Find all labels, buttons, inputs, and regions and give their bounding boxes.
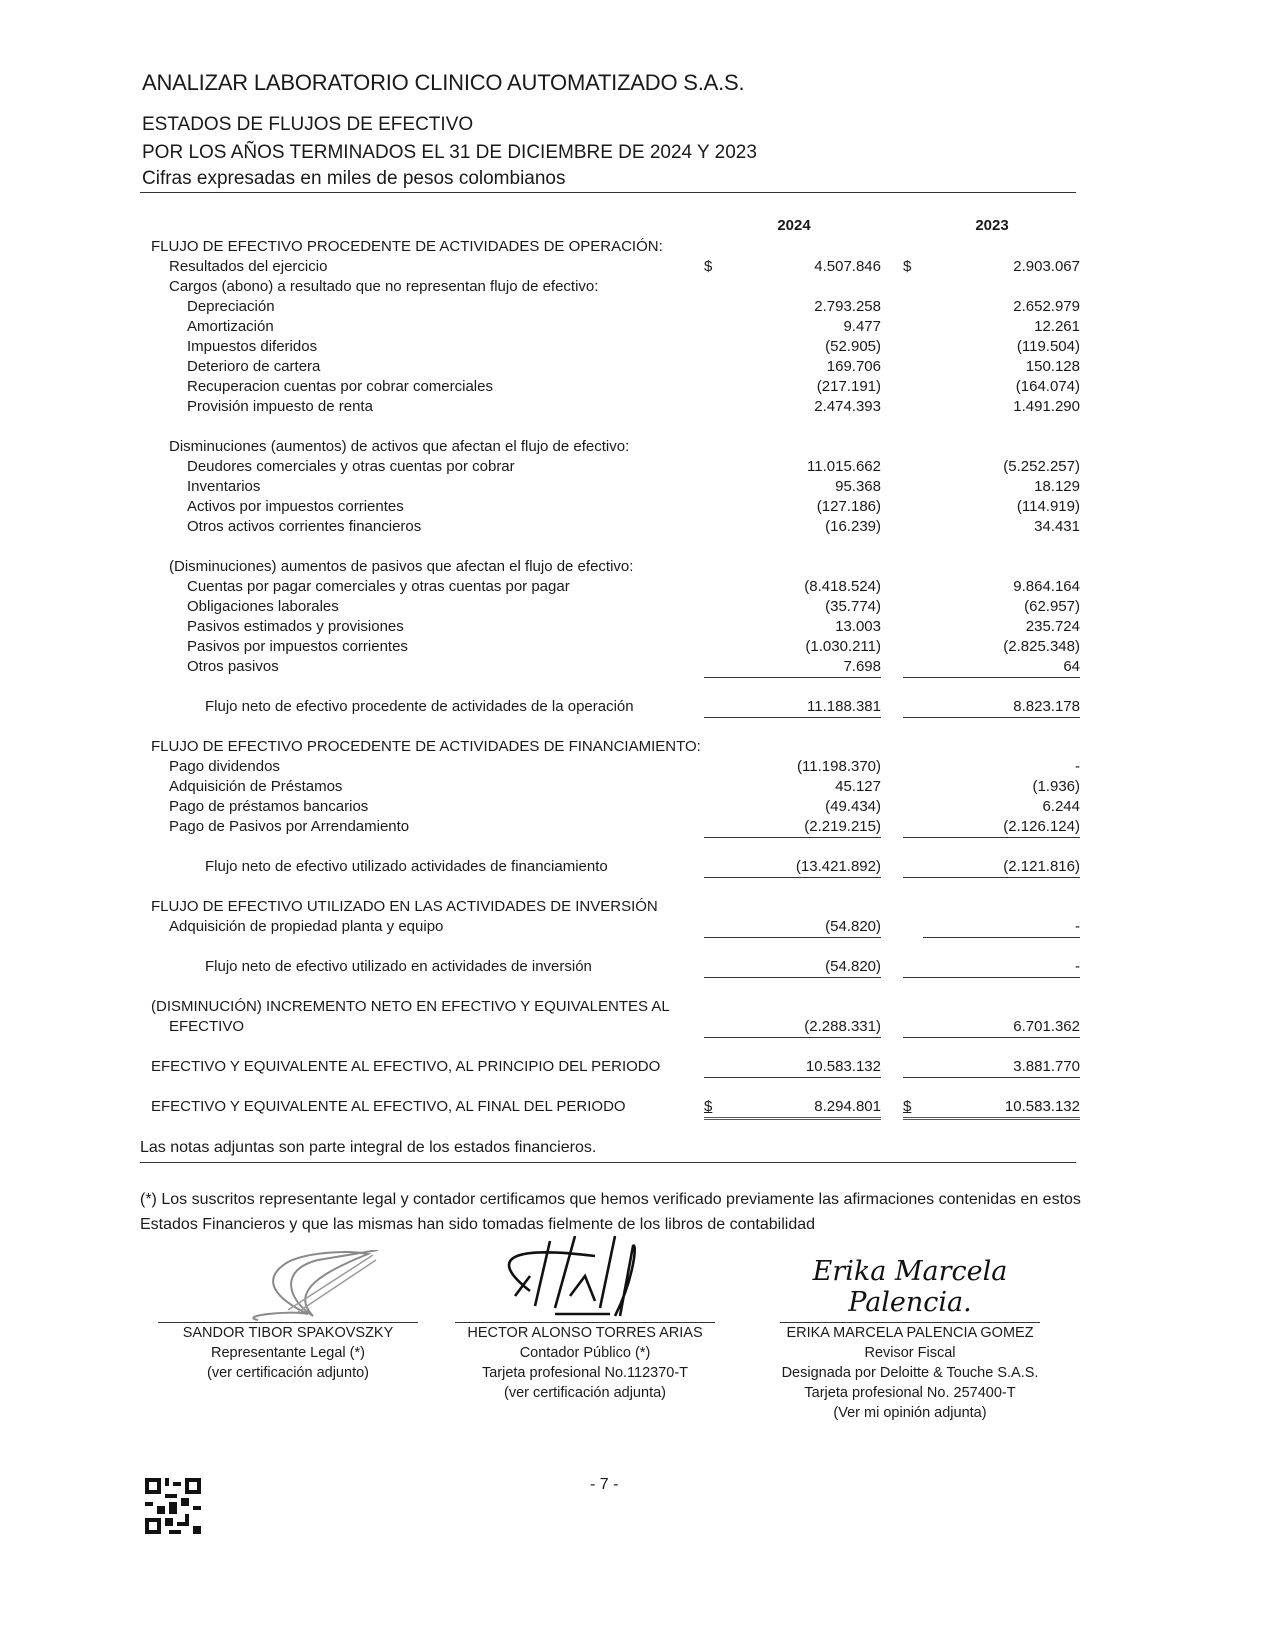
table-row: Depreciación 2.793.258 2.652.979: [187, 298, 1080, 315]
signatory-role: Contador Público (*): [519, 1345, 651, 1361]
table-row: Otros pasivos 7.698 64: [0, 657, 1275, 677]
signature-block-legal-rep: SANDOR TIBOR SPAKOVSZKY Representante Legal (*) (ver certificación adjunto): [138, 1250, 438, 1383]
subheading: Cargos (abono) a resultado que no representan flujo de efectivo:: [169, 278, 599, 295]
statement-units: Cifras expresadas en miles de pesos colombianos: [142, 168, 566, 189]
section-heading-investing: FLUJO DE EFECTIVO UTILIZADO EN LAS ACTIVIDADES DE INVERSIÓN: [151, 898, 658, 915]
subtotal-row-operating: Flujo neto de efectivo procedente de actividades de la operación 11.188.381 8.823.178: [0, 697, 1275, 717]
section-heading-financing: FLUJO DE EFECTIVO PROCEDENTE DE ACTIVIDADES DE FINANCIAMIENTO:: [151, 738, 701, 755]
currency-symbol: $: [704, 258, 713, 275]
table-row: Impuestos diferidos (52.905) (119.504): [187, 338, 1080, 355]
table-row: Inventarios 95.368 18.129: [187, 478, 1080, 495]
section-heading-operating: FLUJO DE EFECTIVO PROCEDENTE DE ACTIVIDADES DE OPERACIÓN:: [151, 238, 663, 255]
subtotal-row-financing: Flujo neto de efectivo utilizado actividades de financiamiento (13.421.892) (2.121.816): [0, 857, 1275, 877]
company-name: ANALIZAR LABORATORIO CLINICO AUTOMATIZADO S.A.S.: [142, 70, 745, 95]
signatory-role: Representante Legal (*): [211, 1345, 365, 1361]
opening-cash-row: EFECTIVO Y EQUIVALENTE AL EFECTIVO, AL PRINCIPIO DEL PERIODO 10.583.132 3.881.770: [0, 1057, 1275, 1077]
table-row: Pago de Pasivos por Arrendamiento (2.219.215) (2.126.124): [0, 817, 1275, 837]
certification-text: (*) Los suscritos representante legal y contador certificamos que hemos verificado previamente las afirmaciones contenidas en estos Estados Financieros y que las mismas han sido tomadas fielmente de los libros de contabilidad: [140, 1191, 1081, 1233]
table-row: Pago dividendos (11.198.370) -: [169, 758, 1080, 775]
table-row: Cuentas por pagar comerciales y otras cuentas por pagar (8.418.524) 9.864.164: [187, 578, 1080, 595]
subtotal-row-investing: Flujo neto de efectivo utilizado en actividades de inversión (54.820) -: [0, 957, 1275, 977]
table-row: Otros activos corrientes financieros (16.239) 34.431: [187, 518, 1080, 535]
table-row: Resultados del ejercicio $ 4.507.846 $ 2.903.067: [169, 258, 1080, 275]
column-header-2023: 2023: [975, 217, 1009, 234]
header-divider: [140, 192, 1076, 193]
subheading: Disminuciones (aumentos) de activos que afectan el flujo de efectivo:: [169, 438, 630, 455]
table-row: Deudores comerciales y otras cuentas por cobrar 11.015.662 (5.252.257): [187, 458, 1080, 475]
table-row: Adquisición de propiedad planta y equipo (54.820) -: [0, 917, 1275, 937]
signature-image: [435, 1250, 735, 1322]
signature-block-accountant: HECTOR ALONSO TORRES ARIAS Contador Público (*) Tarjeta profesional No.112370-T (ver certificación adjunta): [435, 1250, 735, 1403]
statement-period: POR LOS AÑOS TERMINADOS EL 31 DE DICIEMBRE DE 2024 Y 2023: [142, 142, 757, 163]
qr-code-icon: [145, 1478, 201, 1534]
net-change-row: EFECTIVO (2.288.331) 6.701.362: [0, 1017, 1275, 1037]
table-row: Deterioro de cartera 169.706 150.128: [187, 358, 1080, 375]
closing-cash-row: EFECTIVO Y EQUIVALENTE AL EFECTIVO, AL FINAL DEL PERIODO $ 8.294.801 $ 10.583.132: [0, 1097, 1275, 1117]
table-row: Recuperacion cuentas por cobrar comerciales (217.191) (164.074): [187, 378, 1080, 395]
table-row: Pago de préstamos bancarios (49.434) 6.244: [169, 798, 1080, 815]
signature-image: Erika Marcela Palencia.: [812, 1256, 1008, 1318]
signature-block-auditor: Erika Marcela Palencia. ERIKA MARCELA PALENCIA GOMEZ Revisor Fiscal Designada por Deloitte & Touche S.A.S. Tarjeta profesional No. 257400-T (Ver mi opinión adjunta): [760, 1250, 1060, 1423]
signatory-role: Revisor Fiscal: [864, 1345, 956, 1361]
currency-symbol: $: [903, 258, 912, 275]
table-row: Provisión impuesto de renta 2.474.393 1.491.290: [187, 398, 1080, 415]
footer-divider: [140, 1162, 1076, 1163]
currency-symbol: $: [903, 1098, 912, 1115]
statement-title: ESTADOS DE FLUJOS DE EFECTIVO: [142, 114, 474, 135]
net-change-heading: (DISMINUCIÓN) INCREMENTO NETO EN EFECTIVO Y EQUIVALENTES AL: [151, 998, 670, 1015]
page-number: - 7 -: [590, 1476, 619, 1493]
table-row: Pasivos por impuestos corrientes (1.030.211) (2.825.348): [187, 638, 1080, 655]
currency-symbol: $: [704, 1098, 713, 1115]
signature-image: [138, 1250, 438, 1322]
table-row: Activos por impuestos corrientes (127.186) (114.919): [187, 498, 1080, 515]
table-row: Obligaciones laborales (35.774) (62.957): [187, 598, 1080, 615]
table-row: Pasivos estimados y provisiones 13.003 235.724: [187, 618, 1080, 635]
column-header-2024: 2024: [777, 217, 811, 234]
subheading: (Disminuciones) aumentos de pasivos que afectan el flujo de efectivo:: [169, 558, 634, 575]
table-row: Amortización 9.477 12.261: [187, 318, 1080, 335]
table-row: Adquisición de Préstamos 45.127 (1.936): [169, 778, 1080, 795]
signatory-name: SANDOR TIBOR SPAKOVSZKY: [182, 1325, 394, 1341]
signatory-name: HECTOR ALONSO TORRES ARIAS: [467, 1325, 703, 1341]
signatory-name: ERIKA MARCELA PALENCIA GOMEZ: [786, 1325, 1034, 1341]
notes-statement: Las notas adjuntas son parte integral de los estados financieros.: [140, 1139, 597, 1156]
